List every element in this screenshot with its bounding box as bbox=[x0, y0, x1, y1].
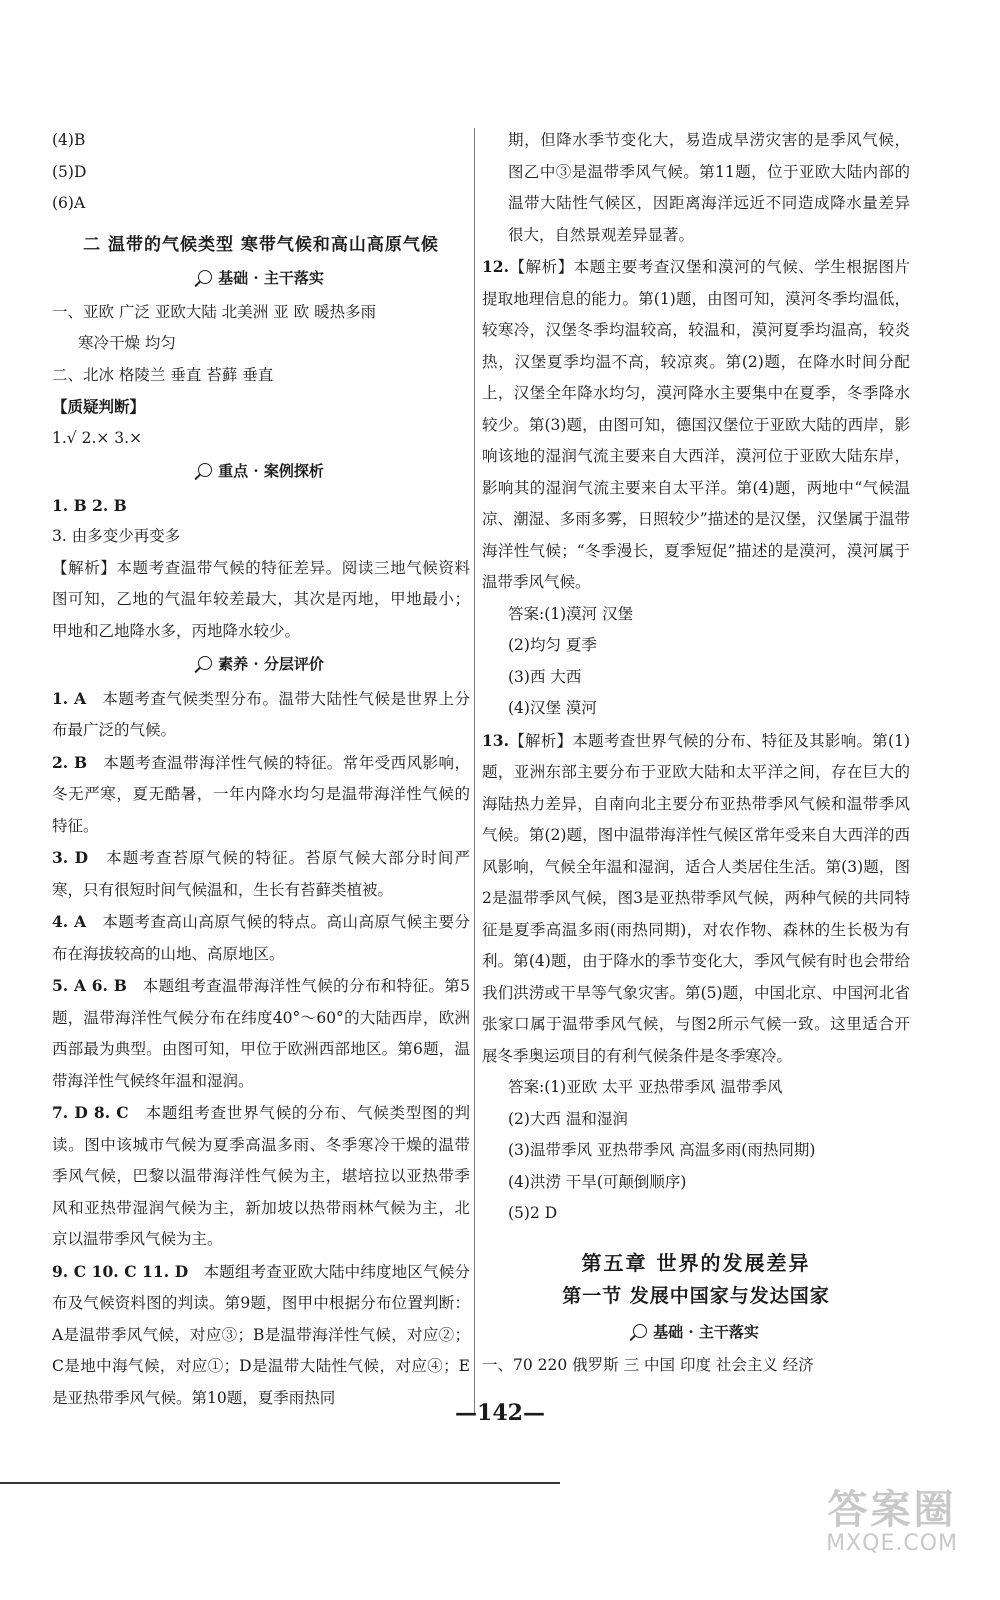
magnifier-icon bbox=[198, 463, 212, 477]
answer-line: (3)温带季风 亚热带季风 高温多雨(雨热同期) bbox=[508, 1141, 816, 1159]
question-item bbox=[52, 747, 470, 843]
magnifier-icon bbox=[198, 270, 212, 284]
question-item bbox=[52, 906, 470, 970]
chapter-title: 第五章 世界的发展差异 bbox=[581, 1250, 811, 1275]
answer-line: (6)A bbox=[52, 194, 86, 212]
bottom-rule bbox=[0, 1482, 560, 1484]
answer-line: 3. 由多变少再变多 bbox=[52, 527, 181, 545]
question-item bbox=[52, 1097, 470, 1256]
section-heading: 第一节 发展中国家与发达国家 bbox=[562, 1285, 830, 1307]
subsection-heading bbox=[52, 649, 470, 681]
subsection-heading bbox=[52, 263, 470, 295]
answer-line: 寒冷干燥 均匀 bbox=[78, 334, 176, 352]
answer-line: 一、70 220 俄罗斯 三 中国 印度 社会主义 经济 bbox=[482, 1356, 814, 1374]
section-title: 二 温带的气候类型 寒带气候和高山高原气候 bbox=[83, 234, 439, 255]
watermark-text: 答案圈 bbox=[827, 1486, 957, 1533]
question-item bbox=[482, 725, 910, 1073]
question-text: 本题组考查温带海洋性气候的分布和特征。第5题，温带海洋性气候分布在纬度40°～60°的大陆西岸，欧洲西部最为典型。由图可知，甲位于欧洲西部地区。第6题，温带海洋性气候终年温和湿润。 bbox=[52, 977, 470, 1090]
subsection-heading-label: 重点 · 案例探析 bbox=[218, 462, 324, 480]
question-text: 【解析】本题主要考查汉堡和漠河的气候、学生根据图片提取地理信息的能力。第(1)题，由图可知，漠河冬季均温低，较寒冷，汉堡冬季均温较高，较温和，漠河夏季均温高，较炎热，汉堡夏季均温不高，较凉爽。第(2)题，在降水时间分配上，汉堡全年降水均匀，漠河降水主要集中在夏季，冬季降水较少。第(3)题，由图可知，德国汉堡位于亚欧大陆的西岸，影响该地的湿润气流主要来自大西洋，漠河位于亚欧大陆东岸，影响其的湿润气流主要来自太平洋。第(4)题，两地中“气候温凉、潮湿、多雨多雾，日照较少”描述的是汉堡，汉堡属于温带海洋性气候；“冬季漫长，夏季短促”描述的是漠河，漠河属于温带季风气候。 bbox=[482, 258, 910, 591]
column-divider bbox=[474, 128, 475, 1413]
subsection-heading-label: 基础 · 主干落实 bbox=[218, 269, 324, 287]
question-number: 13. bbox=[482, 730, 509, 750]
question-number: 9. C 10. C 11. D bbox=[52, 1261, 189, 1281]
continued-paragraph: 期，但降水季节变化大，易造成旱涝灾害的是季风气候，图乙中③是温带季风气候。第11题，位于亚欧大陆内部的温带大陆性气候区，因距离海洋远近不同造成降水量差异很大，自然景观差异显著。 bbox=[508, 131, 910, 244]
question-item bbox=[52, 683, 470, 747]
question-item bbox=[52, 970, 470, 1097]
judgement-heading: 【质疑判断】 bbox=[52, 397, 146, 416]
question-number: 7. D 8. C bbox=[52, 1103, 129, 1122]
subsection-heading-label: 素养 · 分层评价 bbox=[218, 655, 324, 673]
analysis-paragraph: 【解析】本题考查温带气候的特征差异。阅读三地气候资料图可知，乙地的气温年较差最大，其次是丙地，甲地最小；甲地和乙地降水多，丙地降水较少。 bbox=[52, 558, 470, 640]
question-item bbox=[52, 842, 470, 906]
right-column bbox=[482, 125, 910, 1382]
answer-line: 1.√ 2.× 3.× bbox=[52, 428, 143, 447]
answer-line: (4)洪涝 干旱(可颠倒顺序) bbox=[508, 1172, 687, 1191]
question-item bbox=[482, 251, 910, 599]
answer-line: (5)2 D bbox=[508, 1204, 558, 1222]
magnifier-icon bbox=[198, 656, 212, 670]
question-number: 12. bbox=[482, 257, 509, 276]
page-number: —142— bbox=[455, 1400, 545, 1426]
question-number: 3. D bbox=[52, 848, 89, 867]
answer-line: (3)西 大西 bbox=[508, 667, 582, 686]
magnifier-icon bbox=[633, 1324, 647, 1338]
answer-line: 1. B 2. B bbox=[52, 495, 127, 515]
question-text: 本题考查气候类型分布。温带大陆性气候是世界上分布最广泛的气候。 bbox=[52, 689, 470, 739]
question-number: 4. A bbox=[52, 912, 87, 931]
question-text: 本题考查温带海洋性气候的特征。常年受西风影响，冬无严寒，夏无酷暑，一年内降水均匀是温带海洋性气候的特征。 bbox=[52, 753, 470, 835]
question-text: 【解析】本题考查世界气候的分布、特征及其影响。第(1)题，亚洲东部主要分布于亚欧大陆和太平洋之间，存在巨大的海陆热力差异，自南向北主要分布亚热带季风气候和温带季风气候。第(2)题，图中温带海洋性气候区常年受来自大西洋的西风影响，气候全年温和湿润，适合人类居住生活。第(3)题，图2是温带季风气候，图3是亚热带季风气候，两种气候的共同特征是夏季高温多雨(雨热同期)，对农作物、森林的生长极为有利。第(4)题，由于降水的季节变化大，季风气候有时也会带给我们洪涝或干旱等气象灾害。第(5)题，中国北京、中国河北省张家口属于温带季风气候，与图2所示气候一致。这里适合开展冬季奥运项目的有利气候条件是冬季寒冷。 bbox=[482, 731, 910, 1065]
answer-line: (4)汉堡 漠河 bbox=[508, 699, 597, 717]
answer-line: 二、北冰 格陵兰 垂直 苔藓 垂直 bbox=[52, 365, 274, 384]
answer-line: (4)B bbox=[52, 131, 86, 149]
watermark-url: MXQE.COM bbox=[826, 1531, 958, 1556]
question-text: 本题考查苔原气候的特征。苔原气候大部分时间严寒，只有很短时间气候温和，生长有苔藓类植被。 bbox=[52, 849, 470, 899]
question-number: 5. A 6. B bbox=[52, 976, 127, 995]
question-number: 2. B bbox=[52, 752, 88, 772]
answer-line: 答案:(1)漠河 汉堡 bbox=[508, 604, 634, 623]
answer-line: (2)大西 温和湿润 bbox=[508, 1109, 628, 1128]
question-text: 本题考查高山高原气候的特点。高山高原气候主要分布在海拔较高的山地、高原地区。 bbox=[52, 913, 470, 963]
answer-line: 一、亚欧 广泛 亚欧大陆 北美洲 亚 欧 暖热多雨 bbox=[52, 302, 377, 321]
question-number: 1. A bbox=[52, 688, 87, 708]
answer-line: (5)D bbox=[52, 162, 87, 181]
answer-line: (2)均匀 夏季 bbox=[508, 636, 597, 654]
watermark-logo bbox=[826, 1478, 958, 1556]
subsection-heading bbox=[482, 1317, 910, 1349]
question-text: 本题组考查亚欧大陆中纬度地区气候分布及气候资料图的判读。第9题，图甲中根据分布位置判断：A是温带季风气候，对应③；B是温带海洋性气候，对应②；C是地中海气候，对应①；D是温带大陆性气候，对应④；E是亚热带季风气候。第10题，夏季雨热同 bbox=[52, 1262, 470, 1407]
answer-line: 答案:(1)亚欧 太平 亚热带季风 温带季风 bbox=[508, 1078, 783, 1096]
subsection-heading bbox=[52, 456, 470, 488]
question-text: 本题组考查世界气候的分布、气候类型图的判读。图中该城市气候为夏季高温多雨、冬季寒冷干燥的温带季风气候，巴黎以温带海洋性气候为主，堪培拉以亚热带季风和亚热带湿润气候为主，新加坡以热带雨林气候为主，北京以温带季风气候为主。 bbox=[52, 1104, 470, 1248]
subsection-heading-label: 基础 · 主干落实 bbox=[653, 1322, 759, 1341]
question-item bbox=[52, 1256, 470, 1415]
left-column bbox=[52, 125, 470, 1414]
